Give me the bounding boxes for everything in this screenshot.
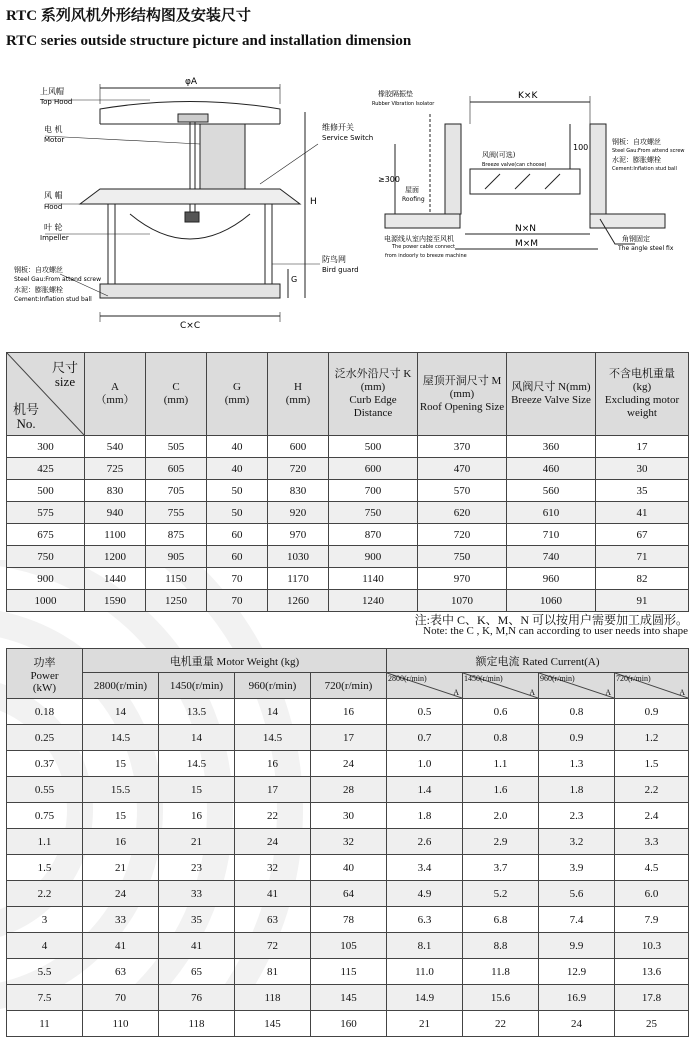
value-cell: 13.6 [615,959,689,985]
dim-n-label: N×N [515,224,537,234]
value-cell: 10.3 [615,933,689,959]
label-angle-cn: 角钢固定 [622,235,650,243]
value-cell: 78 [311,907,387,933]
value-cell: 6.0 [615,881,689,907]
value-cell: 605 [146,458,207,480]
value-cell: 28 [311,777,387,803]
value-cell: 16 [311,699,387,725]
label-roofing-en: Roofing [402,196,425,203]
value-cell: 30 [311,803,387,829]
row-key-cell: 750 [7,546,85,568]
note-english: Note: the C , K, M,N can according to user needs into shape [423,625,688,637]
value-cell: 17 [596,436,689,458]
value-cell: 35 [159,907,235,933]
header-g: G (mm) [207,353,268,436]
table-row [7,480,689,502]
value-cell: 15.6 [463,985,539,1011]
label-screw-cn: 钢板：自攻螺丝 [14,266,63,274]
table-row [7,803,689,829]
row-key-cell: 4 [7,933,83,959]
header-current-720: 720(r/min) A [615,673,689,699]
header-power: 功率 Power (kW) [7,649,83,699]
value-cell: 50 [207,480,268,502]
value-cell: 750 [418,546,507,568]
value-cell: 1.2 [615,725,689,751]
value-cell: 14 [159,725,235,751]
value-cell: 91 [596,590,689,612]
table-row [7,502,689,524]
value-cell: 8.8 [463,933,539,959]
corner-model-en: No. [16,416,36,431]
value-cell: 4.5 [615,855,689,881]
value-cell: 118 [235,985,311,1011]
value-cell: 70 [83,985,159,1011]
structure-drawing [0,64,700,344]
row-key-cell: 900 [7,568,85,590]
value-cell: 82 [596,568,689,590]
value-cell: 1200 [85,546,146,568]
value-cell: 24 [311,751,387,777]
label-cement-en: Cement:Inflation stud ball [14,296,92,303]
value-cell: 40 [207,458,268,480]
value-cell: 12.9 [539,959,615,985]
header-current-960: 960(r/min) A [539,673,615,699]
value-cell: 920 [268,502,329,524]
value-cell: 60 [207,524,268,546]
header-m: 屋顶开洞尺寸 M (mm) Roof Opening Size [418,353,507,436]
value-cell: 0.8 [539,699,615,725]
value-cell: 0.6 [463,699,539,725]
row-key-cell: 2.2 [7,881,83,907]
label-service-switch-cn: 维修开关 [322,123,354,132]
value-cell: 64 [311,881,387,907]
header-motor-weight: 电机重量 Motor Weight (kg) [83,649,387,673]
table-row [7,458,689,480]
value-cell: 600 [329,458,418,480]
label-screw2-cn: 钢板：自攻螺丝 [612,138,661,146]
value-cell: 2.6 [387,829,463,855]
value-cell: 870 [329,524,418,546]
value-cell: 1.8 [539,777,615,803]
header-rated-current: 额定电流 Rated Current(A) [387,649,689,673]
value-cell: 63 [83,959,159,985]
corner-size-cn: 尺寸 [51,360,78,375]
value-cell: 460 [507,458,596,480]
dimension-table [6,352,689,612]
table-row [7,524,689,546]
value-cell: 1.6 [463,777,539,803]
value-cell: 1030 [268,546,329,568]
value-cell: 17.8 [615,985,689,1011]
value-cell: 16 [235,751,311,777]
value-cell: 14.9 [387,985,463,1011]
row-key-cell: 1.1 [7,829,83,855]
value-cell: 1170 [268,568,329,590]
row-key-cell: 5.5 [7,959,83,985]
label-breeze-en: Breeze valve(can choose) [482,162,547,168]
value-cell: 65 [159,959,235,985]
label-motor-en: Motor [44,136,65,144]
value-cell: 21 [159,829,235,855]
table-row [7,829,689,855]
value-cell: 1060 [507,590,596,612]
value-cell: 32 [235,855,311,881]
table-row [7,725,689,751]
header-c: C (mm) [146,353,207,436]
table-row [7,855,689,881]
value-cell: 11.0 [387,959,463,985]
label-screw-en: Steel Gau:From attend screw [14,276,101,283]
row-key-cell: 11 [7,1011,83,1037]
value-cell: 13.5 [159,699,235,725]
value-cell: 900 [329,546,418,568]
header-h: H (mm) [268,353,329,436]
value-cell: 7.9 [615,907,689,933]
label-impeller-en: Impeller [40,234,69,242]
value-cell: 0.8 [463,725,539,751]
value-cell: 750 [329,502,418,524]
value-cell: 1.8 [387,803,463,829]
dim-m-label: M×M [515,239,539,249]
value-cell: 3.2 [539,829,615,855]
label-hood-cn: 风 帽 [44,191,63,200]
value-cell: 960 [507,568,596,590]
value-cell: 32 [311,829,387,855]
value-cell: 2.0 [463,803,539,829]
value-cell: 700 [329,480,418,502]
value-cell: 76 [159,985,235,1011]
value-cell: 145 [235,1011,311,1037]
value-cell: 4.9 [387,881,463,907]
value-cell: 1590 [85,590,146,612]
row-key-cell: 0.75 [7,803,83,829]
row-key-cell: 7.5 [7,985,83,1011]
corner-model-cn: 机号 [13,402,40,417]
row-key-cell: 3 [7,907,83,933]
value-cell: 1260 [268,590,329,612]
label-roofing-cn: 屋面 [405,186,419,194]
value-cell: 16 [83,829,159,855]
title-english: RTC series outside structure picture and installation dimension [6,33,412,49]
value-cell: 40 [311,855,387,881]
value-cell: 15 [83,803,159,829]
label-cable-en: The power cable connect [392,244,455,250]
header-n: 风阀尺寸 N(mm) Breeze Valve Size [507,353,596,436]
fan-elevation [45,84,320,322]
value-cell: 23 [159,855,235,881]
table-row [7,546,689,568]
label-breeze-cn: 风阀(可选) [482,151,516,159]
value-cell: 14.5 [83,725,159,751]
header-current-1450: 1450(r/min) A [463,673,539,699]
value-cell: 970 [268,524,329,546]
label-bird-guard-cn: 防鸟网 [322,255,346,264]
label-bird-guard-en: Bird guard [322,266,359,274]
value-cell: 1.1 [463,751,539,777]
dim-300-label: ≥300 [378,175,400,184]
header-weight: 不含电机重量 (kg) Excluding motor weight [596,353,689,436]
value-cell: 705 [146,480,207,502]
value-cell: 720 [268,458,329,480]
title-chinese: RTC 系列风机外形结构图及安装尺寸 [6,8,251,24]
label-rubber-cn: 橡胶隔振垫 [378,90,413,98]
header-k: 泛水外沿尺寸 K (mm) Curb Edge Distance [329,353,418,436]
value-cell: 3.9 [539,855,615,881]
value-cell: 1.4 [387,777,463,803]
header-weight-1450: 1450(r/min) [159,673,235,699]
label-impeller-cn: 叶 轮 [44,223,63,232]
value-cell: 2.3 [539,803,615,829]
row-key-cell: 0.18 [7,699,83,725]
table-row [7,881,689,907]
value-cell: 63 [235,907,311,933]
dim-g-label: G [291,275,298,284]
value-cell: 0.7 [387,725,463,751]
value-cell: 41 [596,502,689,524]
value-cell: 740 [507,546,596,568]
table-row [7,985,689,1011]
row-key-cell: 1.5 [7,855,83,881]
value-cell: 8.1 [387,933,463,959]
value-cell: 22 [235,803,311,829]
table-row [7,959,689,985]
value-cell: 360 [507,436,596,458]
value-cell: 14.5 [235,725,311,751]
value-cell: 9.9 [539,933,615,959]
dim-h-label: H [310,197,317,207]
value-cell: 1.0 [387,751,463,777]
header-a: A （mm） [85,353,146,436]
table-row [7,933,689,959]
value-cell: 71 [596,546,689,568]
dim-a-label: φA [185,77,198,87]
value-cell: 115 [311,959,387,985]
value-cell: 0.9 [615,699,689,725]
value-cell: 33 [83,907,159,933]
value-cell: 35 [596,480,689,502]
label-top-hood-cn: 上风帽 [40,87,64,96]
value-cell: 33 [159,881,235,907]
value-cell: 6.8 [463,907,539,933]
table-row [7,436,689,458]
value-cell: 105 [311,933,387,959]
value-cell: 40 [207,436,268,458]
value-cell: 14 [235,699,311,725]
label-angle-en: The angle steel fix [618,245,674,252]
header-weight-2800: 2800(r/min) [83,673,159,699]
value-cell: 470 [418,458,507,480]
value-cell: 1070 [418,590,507,612]
motor-header-row-2 [7,673,689,699]
value-cell: 1140 [329,568,418,590]
value-cell: 16.9 [539,985,615,1011]
value-cell: 67 [596,524,689,546]
header-weight-720: 720(r/min) [311,673,387,699]
value-cell: 60 [207,546,268,568]
value-cell: 725 [85,458,146,480]
value-cell: 70 [207,568,268,590]
row-key-cell: 0.55 [7,777,83,803]
value-cell: 3.4 [387,855,463,881]
value-cell: 755 [146,502,207,524]
value-cell: 41 [235,881,311,907]
value-cell: 620 [418,502,507,524]
table-row [7,777,689,803]
value-cell: 118 [159,1011,235,1037]
value-cell: 1100 [85,524,146,546]
value-cell: 1440 [85,568,146,590]
value-cell: 970 [418,568,507,590]
value-cell: 70 [207,590,268,612]
value-cell: 21 [83,855,159,881]
table-row [7,907,689,933]
dim-100-label: 100 [573,143,589,152]
label-cement-cn: 水泥：膨胀螺栓 [14,286,63,294]
value-cell: 905 [146,546,207,568]
row-key-cell: 0.37 [7,751,83,777]
header-current-2800: 2800(r/min) A [387,673,463,699]
value-cell: 17 [235,777,311,803]
row-key-cell: 500 [7,480,85,502]
value-cell: 2.2 [615,777,689,803]
row-key-cell: 300 [7,436,85,458]
corner-header [7,353,85,436]
value-cell: 22 [463,1011,539,1037]
value-cell: 21 [387,1011,463,1037]
value-cell: 72 [235,933,311,959]
value-cell: 24 [83,881,159,907]
value-cell: 540 [85,436,146,458]
value-cell: 3.7 [463,855,539,881]
table-row [7,751,689,777]
value-cell: 5.6 [539,881,615,907]
value-cell: 145 [311,985,387,1011]
value-cell: 6.3 [387,907,463,933]
label-rubber-en: Rubber Vibration Isolator [372,101,435,107]
value-cell: 1.5 [615,751,689,777]
label-cement2-en: Cement:Inflation stud ball [612,166,677,172]
value-cell: 15.5 [83,777,159,803]
value-cell: 830 [85,480,146,502]
table-row [7,699,689,725]
value-cell: 25 [615,1011,689,1037]
value-cell: 0.5 [387,699,463,725]
value-cell: 14.5 [159,751,235,777]
dim-c-label: C×C [180,321,201,331]
value-cell: 875 [146,524,207,546]
value-cell: 24 [539,1011,615,1037]
dimension-header-row [7,353,689,436]
value-cell: 41 [159,933,235,959]
value-cell: 1.3 [539,751,615,777]
label-service-switch-en: Service Switch [322,134,374,142]
value-cell: 0.9 [539,725,615,751]
value-cell: 2.4 [615,803,689,829]
value-cell: 560 [507,480,596,502]
value-cell: 14 [83,699,159,725]
value-cell: 5.2 [463,881,539,907]
value-cell: 570 [418,480,507,502]
value-cell: 15 [159,777,235,803]
value-cell: 17 [311,725,387,751]
value-cell: 16 [159,803,235,829]
value-cell: 710 [507,524,596,546]
value-cell: 940 [85,502,146,524]
row-key-cell: 425 [7,458,85,480]
value-cell: 505 [146,436,207,458]
value-cell: 30 [596,458,689,480]
header-weight-960: 960(r/min) [235,673,311,699]
value-cell: 160 [311,1011,387,1037]
label-top-hood-en: Top Hood [40,98,73,106]
value-cell: 1150 [146,568,207,590]
value-cell: 7.4 [539,907,615,933]
value-cell: 41 [83,933,159,959]
value-cell: 110 [83,1011,159,1037]
value-cell: 500 [329,436,418,458]
motor-table [6,648,689,1037]
label-screw2-en: Steel Gau:From attend screw [612,148,685,154]
label-motor-cn: 电 机 [44,125,63,134]
value-cell: 2.9 [463,829,539,855]
corner-size-en: size [54,374,76,389]
value-cell: 830 [268,480,329,502]
value-cell: 1250 [146,590,207,612]
note-chinese: 注:表中 C、K、M、N 可以按用户需要加工成圆形。 [414,613,688,627]
label-cable-cn: 电源线从室内接至风机 [384,235,454,243]
value-cell: 3.3 [615,829,689,855]
table-row [7,1011,689,1037]
value-cell: 720 [418,524,507,546]
value-cell: 15 [83,751,159,777]
value-cell: 24 [235,829,311,855]
value-cell: 370 [418,436,507,458]
row-key-cell: 675 [7,524,85,546]
label-cable-en2: from indoorly to breeze machine [385,253,467,259]
value-cell: 81 [235,959,311,985]
dim-k-label: K×K [518,91,538,101]
value-cell: 11.8 [463,959,539,985]
table-row [7,568,689,590]
value-cell: 600 [268,436,329,458]
label-cement2-cn: 水泥：膨胀螺栓 [612,156,661,164]
row-key-cell: 1000 [7,590,85,612]
value-cell: 50 [207,502,268,524]
value-cell: 1240 [329,590,418,612]
motor-header-row-1 [7,649,689,673]
label-hood-en: Hood [44,203,63,211]
row-key-cell: 0.25 [7,725,83,751]
table-row [7,590,689,612]
row-key-cell: 575 [7,502,85,524]
value-cell: 610 [507,502,596,524]
